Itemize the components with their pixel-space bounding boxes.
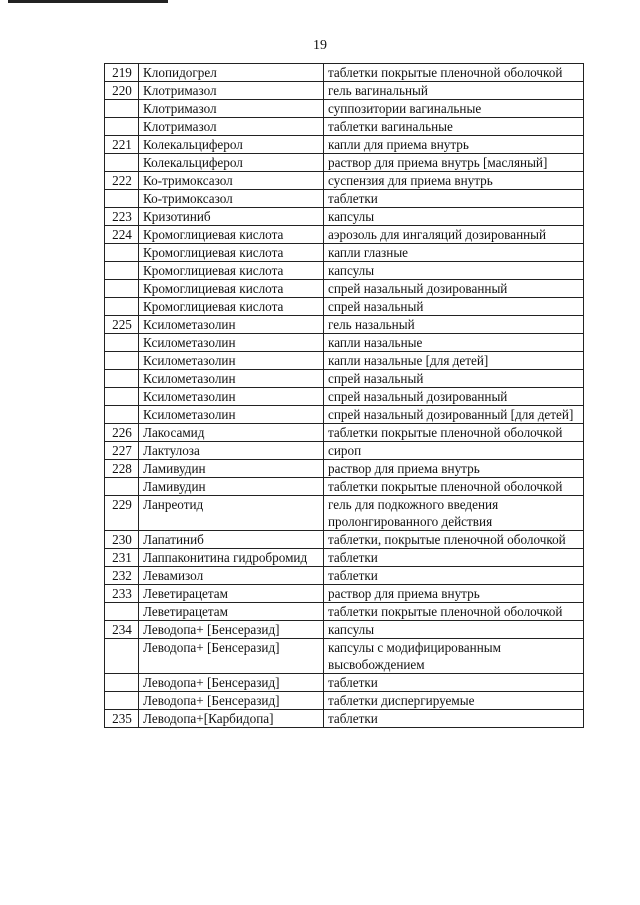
dosage-form: раствор для приема внутрь — [324, 460, 584, 478]
row-number: 235 — [105, 710, 139, 728]
dosage-form: капли назальные — [324, 334, 584, 352]
row-number — [105, 370, 139, 388]
drug-name: Кромоглициевая кислота — [139, 244, 324, 262]
dosage-form: спрей назальный дозированный [для детей] — [324, 406, 584, 424]
row-number: 228 — [105, 460, 139, 478]
table-row — [105, 406, 584, 424]
table-row — [105, 692, 584, 710]
table-row — [105, 710, 584, 728]
drug-name: Ксилометазолин — [139, 388, 324, 406]
row-number — [105, 674, 139, 692]
dosage-form: таблетки покрытые пленочной оболочкой — [324, 478, 584, 496]
row-number: 225 — [105, 316, 139, 334]
table-row — [105, 118, 584, 136]
table-row — [105, 262, 584, 280]
dosage-form: капсулы — [324, 262, 584, 280]
dosage-form: таблетки — [324, 674, 584, 692]
drug-name: Ланреотид — [139, 496, 324, 531]
dosage-form: таблетки покрытые пленочной оболочкой — [324, 64, 584, 82]
row-number: 226 — [105, 424, 139, 442]
dosage-form: капли для приема внутрь — [324, 136, 584, 154]
drug-name: Лакосамид — [139, 424, 324, 442]
table-row — [105, 136, 584, 154]
drug-name: Колекальциферол — [139, 154, 324, 172]
row-number — [105, 154, 139, 172]
table-row — [105, 478, 584, 496]
drug-name: Ко-тримоксазол — [139, 190, 324, 208]
dosage-form: таблетки покрытые пленочной оболочкой — [324, 424, 584, 442]
table-row — [105, 172, 584, 190]
row-number: 222 — [105, 172, 139, 190]
table-row — [105, 567, 584, 585]
row-number: 231 — [105, 549, 139, 567]
table-row — [105, 460, 584, 478]
table-row — [105, 603, 584, 621]
drug-name: Левамизол — [139, 567, 324, 585]
table-row — [105, 82, 584, 100]
table-row — [105, 496, 584, 531]
drug-name: Ксилометазолин — [139, 370, 324, 388]
dosage-form: таблетки — [324, 567, 584, 585]
row-number — [105, 262, 139, 280]
dosage-form: сироп — [324, 442, 584, 460]
dosage-form: таблетки, покрытые пленочной оболочкой — [324, 531, 584, 549]
row-number — [105, 190, 139, 208]
drug-name: Ксилометазолин — [139, 316, 324, 334]
row-number — [105, 280, 139, 298]
drug-name: Леводопа+ [Бенсеразид] — [139, 621, 324, 639]
dosage-form: спрей назальный — [324, 370, 584, 388]
dosage-form: аэрозоль для ингаляций дозированный — [324, 226, 584, 244]
row-number — [105, 100, 139, 118]
row-number: 233 — [105, 585, 139, 603]
drug-name: Колекальциферол — [139, 136, 324, 154]
dosage-form: капли назальные [для детей] — [324, 352, 584, 370]
dosage-form: капсулы — [324, 208, 584, 226]
table-row — [105, 190, 584, 208]
row-number: 230 — [105, 531, 139, 549]
row-number — [105, 603, 139, 621]
dosage-form: раствор для приема внутрь [масляный] — [324, 154, 584, 172]
table-row — [105, 352, 584, 370]
page-number: 19 — [313, 38, 327, 53]
row-number — [105, 639, 139, 674]
drug-name: Клопидогрел — [139, 64, 324, 82]
dosage-form: капсулы с модифицированным высвобождением — [324, 639, 584, 674]
table-row — [105, 424, 584, 442]
dosage-form: гель для подкожного введения пролонгированного действия — [324, 496, 584, 531]
dosage-form: спрей назальный дозированный — [324, 388, 584, 406]
drug-name: Лапатиниб — [139, 531, 324, 549]
drug-name: Кромоглициевая кислота — [139, 262, 324, 280]
table-row — [105, 370, 584, 388]
drug-name: Лаппаконитина гидробромид — [139, 549, 324, 567]
drug-name: Ксилометазолин — [139, 334, 324, 352]
dosage-form: таблетки — [324, 710, 584, 728]
drug-name: Леводопа+ [Бенсеразид] — [139, 674, 324, 692]
table-row — [105, 585, 584, 603]
top-rule — [8, 0, 168, 3]
table-row — [105, 549, 584, 567]
drug-name: Леводопа+[Карбидопа] — [139, 710, 324, 728]
dosage-form: таблетки диспергируемые — [324, 692, 584, 710]
dosage-form: суппозитории вагинальные — [324, 100, 584, 118]
table-row — [105, 244, 584, 262]
row-number — [105, 352, 139, 370]
table-row — [105, 442, 584, 460]
drug-name: Леветирацетам — [139, 603, 324, 621]
table-row — [105, 316, 584, 334]
row-number — [105, 406, 139, 424]
row-number: 232 — [105, 567, 139, 585]
row-number: 229 — [105, 496, 139, 531]
table-row — [105, 674, 584, 692]
row-number — [105, 388, 139, 406]
table-row — [105, 280, 584, 298]
drug-table — [104, 63, 584, 728]
dosage-form: таблетки вагинальные — [324, 118, 584, 136]
drug-name: Леводопа+ [Бенсеразид] — [139, 639, 324, 674]
drug-name: Кризотиниб — [139, 208, 324, 226]
table-row — [105, 64, 584, 82]
table-row — [105, 298, 584, 316]
table-row — [105, 154, 584, 172]
drug-name: Кромоглициевая кислота — [139, 280, 324, 298]
dosage-form: суспензия для приема внутрь — [324, 172, 584, 190]
dosage-form: гель вагинальный — [324, 82, 584, 100]
drug-name: Кромоглициевая кислота — [139, 298, 324, 316]
dosage-form: таблетки — [324, 190, 584, 208]
row-number: 220 — [105, 82, 139, 100]
row-number: 221 — [105, 136, 139, 154]
row-number — [105, 298, 139, 316]
dosage-form: спрей назальный — [324, 298, 584, 316]
dosage-form: гель назальный — [324, 316, 584, 334]
row-number — [105, 244, 139, 262]
dosage-form: капсулы — [324, 621, 584, 639]
drug-name: Клотримазол — [139, 100, 324, 118]
table-row — [105, 226, 584, 244]
row-number: 223 — [105, 208, 139, 226]
drug-name: Леводопа+ [Бенсеразид] — [139, 692, 324, 710]
drug-name: Ксилометазолин — [139, 352, 324, 370]
drug-name: Кромоглициевая кислота — [139, 226, 324, 244]
dosage-form: капли глазные — [324, 244, 584, 262]
dosage-form: таблетки покрытые пленочной оболочкой — [324, 603, 584, 621]
row-number — [105, 478, 139, 496]
drug-name: Ко-тримоксазол — [139, 172, 324, 190]
drug-name: Клотримазол — [139, 118, 324, 136]
table-row — [105, 621, 584, 639]
drug-name: Ламивудин — [139, 478, 324, 496]
drug-name: Лактулоза — [139, 442, 324, 460]
table-row — [105, 639, 584, 674]
row-number: 224 — [105, 226, 139, 244]
table-row — [105, 334, 584, 352]
dosage-form: спрей назальный дозированный — [324, 280, 584, 298]
row-number — [105, 692, 139, 710]
drug-name: Леветирацетам — [139, 585, 324, 603]
dosage-form: раствор для приема внутрь — [324, 585, 584, 603]
table-row — [105, 531, 584, 549]
drug-name: Ксилометазолин — [139, 406, 324, 424]
table-row — [105, 388, 584, 406]
row-number: 227 — [105, 442, 139, 460]
row-number — [105, 334, 139, 352]
row-number: 219 — [105, 64, 139, 82]
row-number: 234 — [105, 621, 139, 639]
table-row — [105, 100, 584, 118]
drug-name: Ламивудин — [139, 460, 324, 478]
table-row — [105, 208, 584, 226]
drug-table-body — [105, 64, 584, 728]
drug-name: Клотримазол — [139, 82, 324, 100]
dosage-form: таблетки — [324, 549, 584, 567]
row-number — [105, 118, 139, 136]
